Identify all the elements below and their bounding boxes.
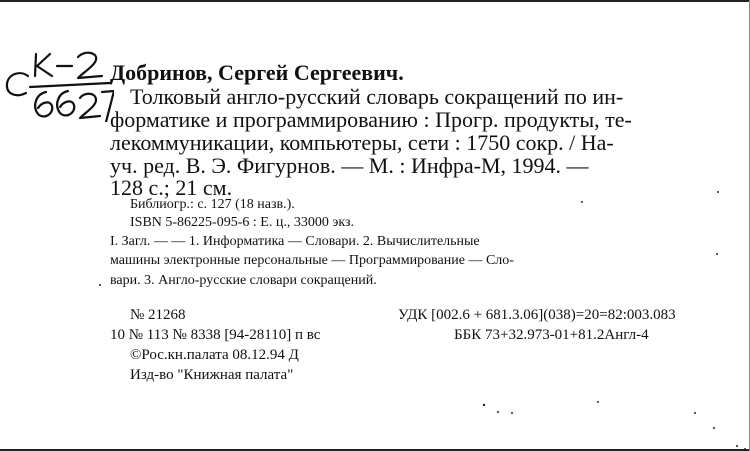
title-line-4: уч. ред. В. Э. Фигурнов. — М. : Инфра-М, 1994. — <box>110 153 589 178</box>
subject-line-1: I. Загл. — — 1. Информатика — Словари. 2. Вычислительные <box>110 234 480 249</box>
title-line-1: Толковый англо-русский словарь сокращений по ин- <box>130 84 624 109</box>
handwritten-shelf-mark <box>2 48 114 122</box>
author-heading: Добринов, Сергей Сергеевич. <box>110 60 404 85</box>
subject-line-3: вари. 3. Англо-русские словари сокращений. <box>110 273 377 288</box>
bbk-code: ББК 73+32.973-01+81.2Англ-4 <box>454 327 649 343</box>
bibliography-note: Библиогр.: с. 127 (18 назв.). <box>130 197 295 212</box>
title-line-2: форматике и программированию : Прогр. продукты, те- <box>110 107 632 132</box>
record-number: № 21268 <box>130 307 186 323</box>
title-line-3: лекоммуникации, компьютеры, сети : 1750 сокр. / На- <box>110 130 614 155</box>
title-line-5: 128 с.; 21 см. <box>110 175 233 200</box>
handwritten-shelf-mark-drawing <box>2 48 114 122</box>
copyright-line: ©Рос.кн.палата 08.12.94 Д <box>130 347 299 363</box>
isbn-note: ISBN 5-86225-095-6 : Е. ц., 33000 экз. <box>130 215 354 230</box>
card-top-edge <box>0 0 750 2</box>
registration-line: 10 № 113 № 8338 [94-28110] п вс <box>110 327 321 343</box>
subject-line-2: машины электронные персональные — Программирование — Сло- <box>110 253 514 268</box>
publisher-line: Изд-во "Книжная палата" <box>130 367 294 383</box>
udc-code: УДК [002.6 + 681.3.06](038)=20=82:003.083 <box>398 307 676 323</box>
